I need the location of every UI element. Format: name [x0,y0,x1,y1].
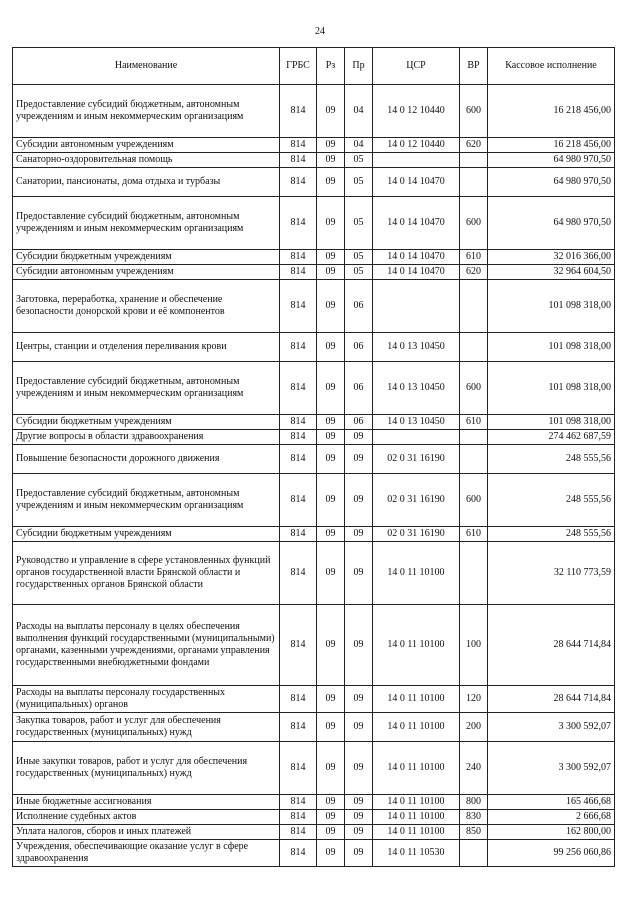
cell-amount: 64 980 970,50 [488,197,615,250]
header-grbs: ГРБС [280,48,317,85]
cell-vr: 100 [460,605,488,686]
cell-amount: 32 110 773,59 [488,542,615,605]
table-row [13,840,615,867]
table-body [13,85,615,867]
cell-name: Расходы на выплаты персоналу в целях обеспечения выполнения функций государственными (муниципальными) органами, казенными учреждениями, органами управления государственными внебюджетными фондами [13,605,280,686]
cell-vr [460,542,488,605]
cell-vr: 600 [460,362,488,415]
cell-amount: 3 300 592,07 [488,713,615,742]
cell-name: Субсидии автономным учреждениям [13,265,280,280]
cell-pr: 05 [345,168,373,197]
cell-rz: 09 [317,138,345,153]
table-row [13,445,615,474]
cell-grbs: 814 [280,153,317,168]
cell-amount: 274 462 687,59 [488,430,615,445]
cell-grbs: 814 [280,138,317,153]
budget-execution-table [12,47,615,867]
cell-csr: 14 0 11 10530 [373,840,460,867]
header-amount: Кассовое исполнение [488,48,615,85]
cell-amount: 165 466,68 [488,795,615,810]
cell-name: Предоставление субсидий бюджетным, автономным учреждениям и иным некоммерческим организациям [13,85,280,138]
table-row [13,250,615,265]
cell-csr: 14 0 14 10470 [373,197,460,250]
cell-grbs: 814 [280,527,317,542]
cell-csr: 14 0 14 10470 [373,168,460,197]
cell-csr: 14 0 11 10100 [373,810,460,825]
cell-rz: 09 [317,795,345,810]
cell-rz: 09 [317,686,345,713]
cell-csr: 14 0 12 10440 [373,138,460,153]
cell-amount: 248 555,56 [488,445,615,474]
cell-csr: 14 0 11 10100 [373,742,460,795]
cell-amount: 64 980 970,50 [488,168,615,197]
cell-amount: 101 098 318,00 [488,362,615,415]
cell-rz: 09 [317,362,345,415]
cell-pr: 06 [345,415,373,430]
cell-pr: 09 [345,542,373,605]
cell-pr: 05 [345,197,373,250]
cell-vr: 800 [460,795,488,810]
cell-pr: 09 [345,445,373,474]
cell-csr: 14 0 11 10100 [373,542,460,605]
cell-amount: 28 644 714,84 [488,605,615,686]
cell-amount: 16 218 456,00 [488,85,615,138]
header-pr: Пр [345,48,373,85]
cell-amount: 248 555,56 [488,527,615,542]
table-row [13,362,615,415]
cell-name: Предоставление субсидий бюджетным, автономным учреждениям и иным некоммерческим организациям [13,197,280,250]
cell-name: Санаторно-оздоровительная помощь [13,153,280,168]
cell-csr: 14 0 13 10450 [373,362,460,415]
table-row [13,265,615,280]
cell-name: Субсидии бюджетным учреждениям [13,250,280,265]
cell-rz: 09 [317,527,345,542]
cell-name: Заготовка, переработка, хранение и обеспечение безопасности донорской крови и её компонентов [13,280,280,333]
cell-rz: 09 [317,250,345,265]
cell-name: Иные бюджетные ассигнования [13,795,280,810]
cell-csr: 14 0 14 10470 [373,265,460,280]
cell-pr: 06 [345,362,373,415]
cell-rz: 09 [317,742,345,795]
cell-csr: 14 0 11 10100 [373,686,460,713]
cell-name: Закупка товаров, работ и услуг для обеспечения государственных (муниципальных) нужд [13,713,280,742]
cell-pr: 09 [345,810,373,825]
cell-amount: 162 800,00 [488,825,615,840]
table-row [13,527,615,542]
cell-pr: 09 [345,713,373,742]
cell-csr: 14 0 11 10100 [373,713,460,742]
cell-vr [460,430,488,445]
cell-pr: 09 [345,825,373,840]
cell-grbs: 814 [280,430,317,445]
table-row [13,713,615,742]
cell-csr: 14 0 11 10100 [373,795,460,810]
cell-amount: 64 980 970,50 [488,153,615,168]
cell-rz: 09 [317,474,345,527]
cell-csr: 14 0 11 10100 [373,825,460,840]
cell-pr: 09 [345,474,373,527]
cell-vr [460,153,488,168]
cell-csr: 02 0 31 16190 [373,474,460,527]
cell-vr [460,168,488,197]
table-row [13,742,615,795]
cell-pr: 09 [345,527,373,542]
table-row [13,415,615,430]
table-row [13,542,615,605]
cell-grbs: 814 [280,445,317,474]
table-header-row [13,48,615,85]
cell-vr: 620 [460,265,488,280]
cell-grbs: 814 [280,605,317,686]
cell-rz: 09 [317,168,345,197]
cell-csr: 14 0 13 10450 [373,333,460,362]
cell-amount: 101 098 318,00 [488,415,615,430]
cell-name: Иные закупки товаров, работ и услуг для обеспечения государственных (муниципальных) нужд [13,742,280,795]
cell-vr: 610 [460,250,488,265]
cell-grbs: 814 [280,265,317,280]
cell-amount: 101 098 318,00 [488,333,615,362]
table-row [13,333,615,362]
cell-name: Предоставление субсидий бюджетным, автономным учреждениям и иным некоммерческим организациям [13,474,280,527]
cell-csr: 02 0 31 16190 [373,527,460,542]
table-row [13,197,615,250]
cell-vr [460,333,488,362]
cell-vr: 240 [460,742,488,795]
cell-rz: 09 [317,810,345,825]
cell-amount: 16 218 456,00 [488,138,615,153]
cell-pr: 05 [345,153,373,168]
cell-pr: 09 [345,686,373,713]
cell-name: Повышение безопасности дорожного движения [13,445,280,474]
cell-pr: 05 [345,250,373,265]
header-csr: ЦСР [373,48,460,85]
cell-csr [373,280,460,333]
cell-csr: 14 0 14 10470 [373,250,460,265]
cell-name: Учреждения, обеспечивающие оказание услуг в сфере здравоохранения [13,840,280,867]
cell-grbs: 814 [280,713,317,742]
cell-name: Центры, станции и отделения переливания крови [13,333,280,362]
table-row [13,686,615,713]
cell-grbs: 814 [280,197,317,250]
cell-rz: 09 [317,265,345,280]
table-row [13,810,615,825]
cell-name: Субсидии автономным учреждениям [13,138,280,153]
cell-name: Руководство и управление в сфере установленных функций органов государственной власти Брянской области и государственных органов Брянской области [13,542,280,605]
cell-pr: 09 [345,605,373,686]
table-row [13,280,615,333]
cell-pr: 04 [345,85,373,138]
cell-csr: 14 0 12 10440 [373,85,460,138]
cell-vr: 620 [460,138,488,153]
cell-csr: 02 0 31 16190 [373,445,460,474]
cell-vr: 600 [460,474,488,527]
cell-name: Уплата налогов, сборов и иных платежей [13,825,280,840]
cell-grbs: 814 [280,333,317,362]
table-row [13,825,615,840]
cell-grbs: 814 [280,415,317,430]
cell-grbs: 814 [280,85,317,138]
cell-rz: 09 [317,85,345,138]
cell-vr: 610 [460,415,488,430]
table-row [13,474,615,527]
cell-amount: 99 256 060,86 [488,840,615,867]
cell-vr [460,840,488,867]
cell-name: Предоставление субсидий бюджетным, автономным учреждениям и иным некоммерческим организациям [13,362,280,415]
cell-vr: 600 [460,85,488,138]
cell-pr: 06 [345,333,373,362]
header-rz: Рз [317,48,345,85]
cell-name: Исполнение судебных актов [13,810,280,825]
table-row [13,153,615,168]
page-number: 24 [315,26,325,37]
cell-name: Другие вопросы в области здравоохранения [13,430,280,445]
cell-grbs: 814 [280,840,317,867]
cell-rz: 09 [317,825,345,840]
cell-rz: 09 [317,280,345,333]
cell-amount: 101 098 318,00 [488,280,615,333]
cell-grbs: 814 [280,795,317,810]
cell-rz: 09 [317,430,345,445]
cell-pr: 09 [345,795,373,810]
table-row [13,138,615,153]
table-row [13,795,615,810]
cell-rz: 09 [317,840,345,867]
cell-grbs: 814 [280,686,317,713]
cell-grbs: 814 [280,250,317,265]
cell-vr: 830 [460,810,488,825]
cell-grbs: 814 [280,362,317,415]
cell-amount: 32 964 604,50 [488,265,615,280]
table-row [13,85,615,138]
cell-name: Субсидии бюджетным учреждениям [13,415,280,430]
cell-name: Субсидии бюджетным учреждениям [13,527,280,542]
cell-rz: 09 [317,605,345,686]
table-row [13,430,615,445]
cell-csr [373,153,460,168]
cell-pr: 06 [345,280,373,333]
cell-pr: 04 [345,138,373,153]
cell-name: Расходы на выплаты персоналу государственных (муниципальных) органов [13,686,280,713]
cell-pr: 09 [345,430,373,445]
cell-csr: 14 0 11 10100 [373,605,460,686]
cell-vr: 850 [460,825,488,840]
cell-csr: 14 0 13 10450 [373,415,460,430]
cell-vr: 610 [460,527,488,542]
table-row [13,605,615,686]
cell-rz: 09 [317,333,345,362]
cell-amount: 2 666,68 [488,810,615,825]
cell-grbs: 814 [280,742,317,795]
cell-rz: 09 [317,542,345,605]
cell-vr: 200 [460,713,488,742]
header-name: Наименование [13,48,280,85]
table-row [13,168,615,197]
cell-vr [460,280,488,333]
cell-amount: 248 555,56 [488,474,615,527]
cell-amount: 32 016 366,00 [488,250,615,265]
header-vr: ВР [460,48,488,85]
cell-grbs: 814 [280,280,317,333]
cell-grbs: 814 [280,168,317,197]
cell-grbs: 814 [280,810,317,825]
cell-rz: 09 [317,153,345,168]
cell-pr: 09 [345,742,373,795]
cell-name: Санатории, пансионаты, дома отдыха и турбазы [13,168,280,197]
cell-amount: 3 300 592,07 [488,742,615,795]
cell-pr: 09 [345,840,373,867]
cell-vr: 600 [460,197,488,250]
cell-rz: 09 [317,415,345,430]
cell-rz: 09 [317,197,345,250]
cell-rz: 09 [317,445,345,474]
cell-amount: 28 644 714,84 [488,686,615,713]
cell-vr: 120 [460,686,488,713]
cell-grbs: 814 [280,474,317,527]
cell-vr [460,445,488,474]
cell-csr [373,430,460,445]
cell-pr: 05 [345,265,373,280]
cell-grbs: 814 [280,825,317,840]
cell-rz: 09 [317,713,345,742]
cell-grbs: 814 [280,542,317,605]
